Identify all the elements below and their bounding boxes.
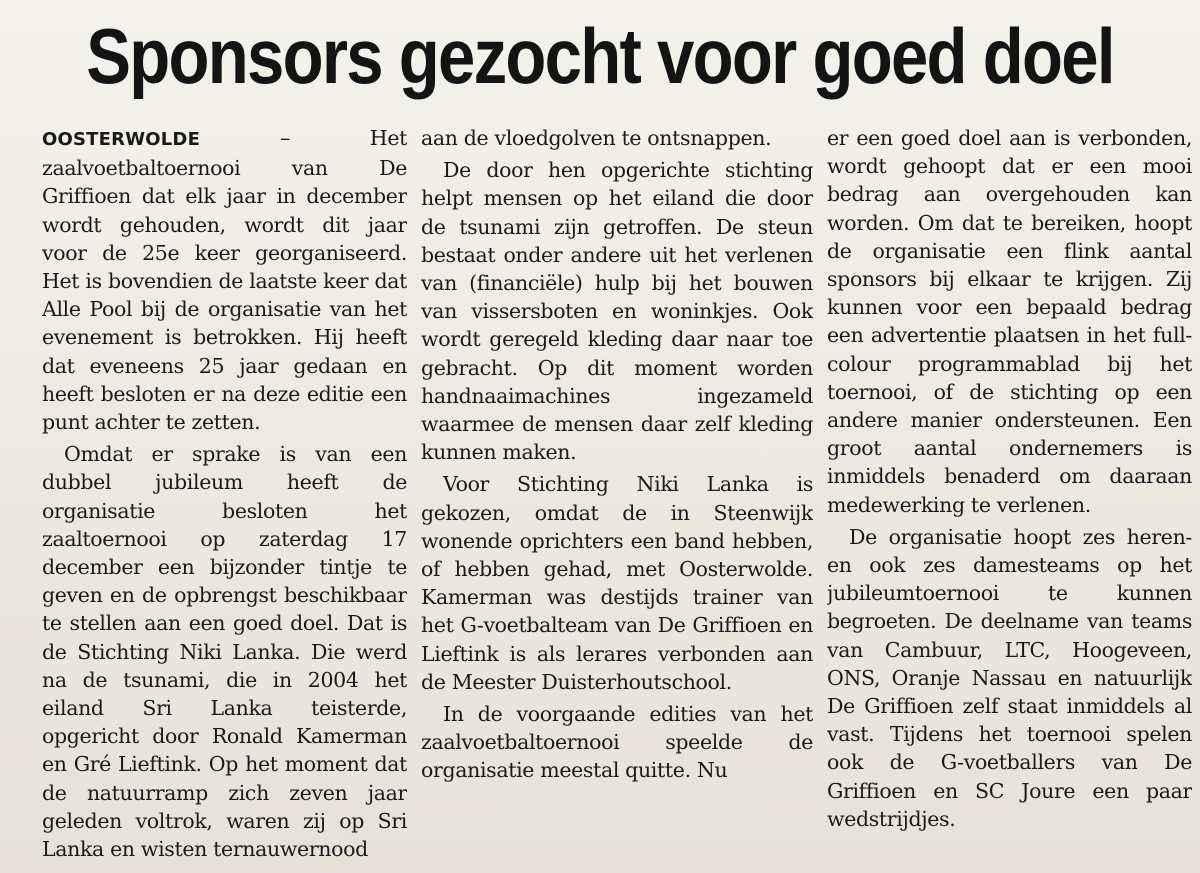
article-body xyxy=(42,124,1192,869)
paragraph: De organisatie hoopt zes heren- en ook zes damesteams op het jubileumtoernooi te kunnen begroeten. De deelname van teams van Cambuur, LTC, Hoogeveen, ONS, Oranje Nassau en natuurlijk De Griffioen zelf staat inmiddels al vast. Tijdens het toernooi spelen ook de G-voetballers van De Griffioen en SC Joure een paar wedstrijdjes. xyxy=(827,524,1192,831)
paragraph: aan de vloedgolven te ontsnappen. xyxy=(421,126,772,150)
column-3 xyxy=(827,124,1192,869)
paragraph: Omdat er sprake is van een dubbel jubileum heeft de organisatie besloten het zaaltoernooi op zaterdag 17 december een bijzonder tintje te geven en de opbrengst beschikbaar te stellen aan een goed doel. Dat is de Stichting Niki Lanka. Die werd na de tsunami, die in 2004 het eiland Sri Lanka teisterde, opgericht door Ronald Kamerman en Gré Lieftink. Op het moment dat de natuurramp zich zeven jaar geleden voltrok, waren zij op Sri Lanka en wisten ternauwernood xyxy=(42,442,407,862)
column-1 xyxy=(42,124,407,869)
paragraph: De door hen opgerichte stichting helpt mensen op het eiland die door de tsunami zijn getroffen. De steun bestaat onder andere uit het verlenen van (financiële) hulp bij het bouwen van vissersboten en woninkjes. Ook wordt geregeld kleding daar naar toe gebracht. Op dit moment worden handnaaimachines ingezameld waarmee de mensen daar zelf kleding kunnen maken. xyxy=(421,158,813,465)
column-2 xyxy=(421,124,813,869)
dateline: OOSTERWOLDE xyxy=(42,129,201,150)
paragraph: Voor Stichting Niki Lanka is gekozen, omdat de in Steenwijk wonende oprichters een band hebben, of hebben gehad, met Oosterwolde. Kamerman was destijds trainer van het G-voetbalteam van De Griffioen en Lieftink is als lerares verbonden aan de Meester Duisterhoutschool. xyxy=(421,472,813,694)
dateline-dash: – xyxy=(200,126,370,150)
paragraph-text: Het zaalvoetbaltoernooi van De Griffioen dat elk jaar in december wordt gehouden, wordt dit jaar voor de 25e keer georganiseerd. Het is bovendien de laatste keer dat Alle Pool bij de organisatie van het evenement is betrokken. Hij heeft dat eveneens 25 jaar gedaan en heeft besloten er na deze editie een punt achter te zetten. xyxy=(42,126,407,435)
paragraph: er een goed doel aan is verbonden, wordt gehoopt dat er een mooi bedrag aan overgehouden kan worden. Om dat te bereiken, hoopt de organisatie een flink aantal sponsors bij elkaar te krijgen. Zij kunnen voor een bepaald bedrag een advertentie plaatsen in het full-colour programmablad bij het toernooi, of de stichting op een andere manier ondersteunen. Een groot aantal ondernemers is inmiddels benaderd om daaraan medewerking te verlenen. xyxy=(827,126,1192,517)
article-headline: Sponsors gezocht voor goed doel xyxy=(86,12,1114,100)
paragraph: In de voorgaande edities van het zaalvoetbaltoernooi speelde de organisatie meestal quitte. Nu xyxy=(421,702,813,783)
paragraph xyxy=(42,124,407,436)
